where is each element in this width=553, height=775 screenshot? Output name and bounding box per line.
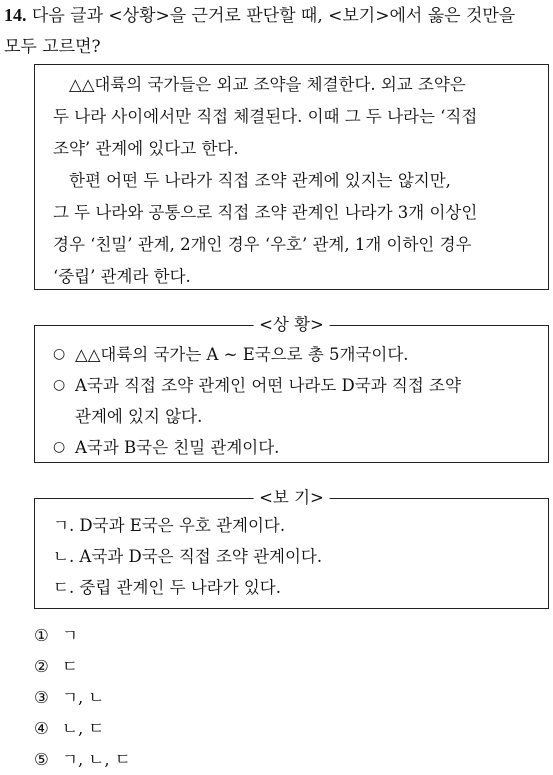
passage-line: △△대륙의 국가들은 외교 조약을 체결한다. 외교 조약은 (69, 75, 466, 94)
passage-box (34, 64, 549, 290)
question-text-2: 모두 고르면? (4, 37, 101, 57)
situation-item (53, 432, 536, 463)
circle-bullet-icon: ○ (53, 377, 66, 393)
choice-text: ㄱ, ㄴ, ㄷ (62, 750, 131, 769)
question-number: 14. (4, 5, 27, 25)
passage-line: 경우 ‘친밀’ 관계, 2개인 경우 ‘우호’ 관계, 1개 이하인 경우 (53, 235, 472, 254)
situation-box (34, 315, 549, 463)
answer-choice-5[interactable] (34, 744, 131, 775)
choice-text: ㄱ, ㄴ (62, 688, 105, 707)
situation-title: <상 황> (253, 314, 330, 336)
question-line-1 (4, 0, 549, 32)
choice-number: ④ (34, 719, 49, 738)
passage-line: 두 나라 사이에서만 직접 체결된다. 이때 그 두 나라는 ‘직접 (53, 107, 478, 126)
passage-paragraph-2 (53, 165, 534, 293)
answer-choice-3[interactable] (34, 682, 131, 713)
passage-line: 한편 어떤 두 나라가 직접 조약 관계에 있지는 않지만, (69, 171, 451, 190)
choice-text: ㄷ (62, 657, 78, 676)
situation-item-continuation: 관계에 있지 않다. (75, 407, 203, 426)
circle-bullet-icon: ○ (53, 346, 66, 362)
situation-item-text: A국과 직접 조약 관계인 어떤 나라도 D국과 직접 조약 (75, 376, 461, 395)
passage-line: ‘중립’ 관계라 한다. (53, 267, 191, 286)
situation-item (53, 339, 536, 370)
situation-item-text: A국과 B국은 친밀 관계이다. (75, 438, 280, 457)
circle-bullet-icon: ○ (53, 439, 66, 455)
question-text-1: 다음 글과 <상황>을 근거로 판단할 때, <보기>에서 옳은 것만을 (31, 6, 516, 26)
bogi-box (34, 488, 549, 609)
answer-choice-2[interactable] (34, 651, 131, 682)
passage-paragraph-1 (53, 69, 534, 165)
bogi-item: ㄴ. A국과 D국은 직접 조약 관계이다. (53, 547, 323, 566)
bogi-title: <보 기> (253, 487, 330, 509)
choice-text: ㄱ (62, 626, 78, 645)
question-stem (4, 0, 549, 63)
choice-number: ③ (34, 688, 49, 707)
choice-number: ⑤ (34, 750, 49, 769)
situation-item-text: △△대륙의 국가는 A ~ E국으로 총 5개국이다. (75, 345, 409, 364)
choice-number: ① (34, 626, 49, 645)
answer-choice-4[interactable] (34, 713, 131, 744)
choice-text: ㄴ, ㄷ (62, 719, 105, 738)
choice-number: ② (34, 657, 49, 676)
situation-item (53, 370, 536, 401)
answer-choices (34, 620, 131, 775)
passage-line: 조약’ 관계에 있다고 한다. (53, 139, 239, 158)
answer-choice-1[interactable] (34, 620, 131, 651)
question-line-2 (4, 32, 549, 63)
passage-line: 그 두 나라와 공통으로 직접 조약 관계인 나라가 3개 이상인 (53, 203, 478, 222)
bogi-item: ㄷ. 중립 관계인 두 나라가 있다. (53, 578, 281, 597)
bogi-item: ㄱ. D국과 E국은 우호 관계이다. (53, 516, 286, 535)
